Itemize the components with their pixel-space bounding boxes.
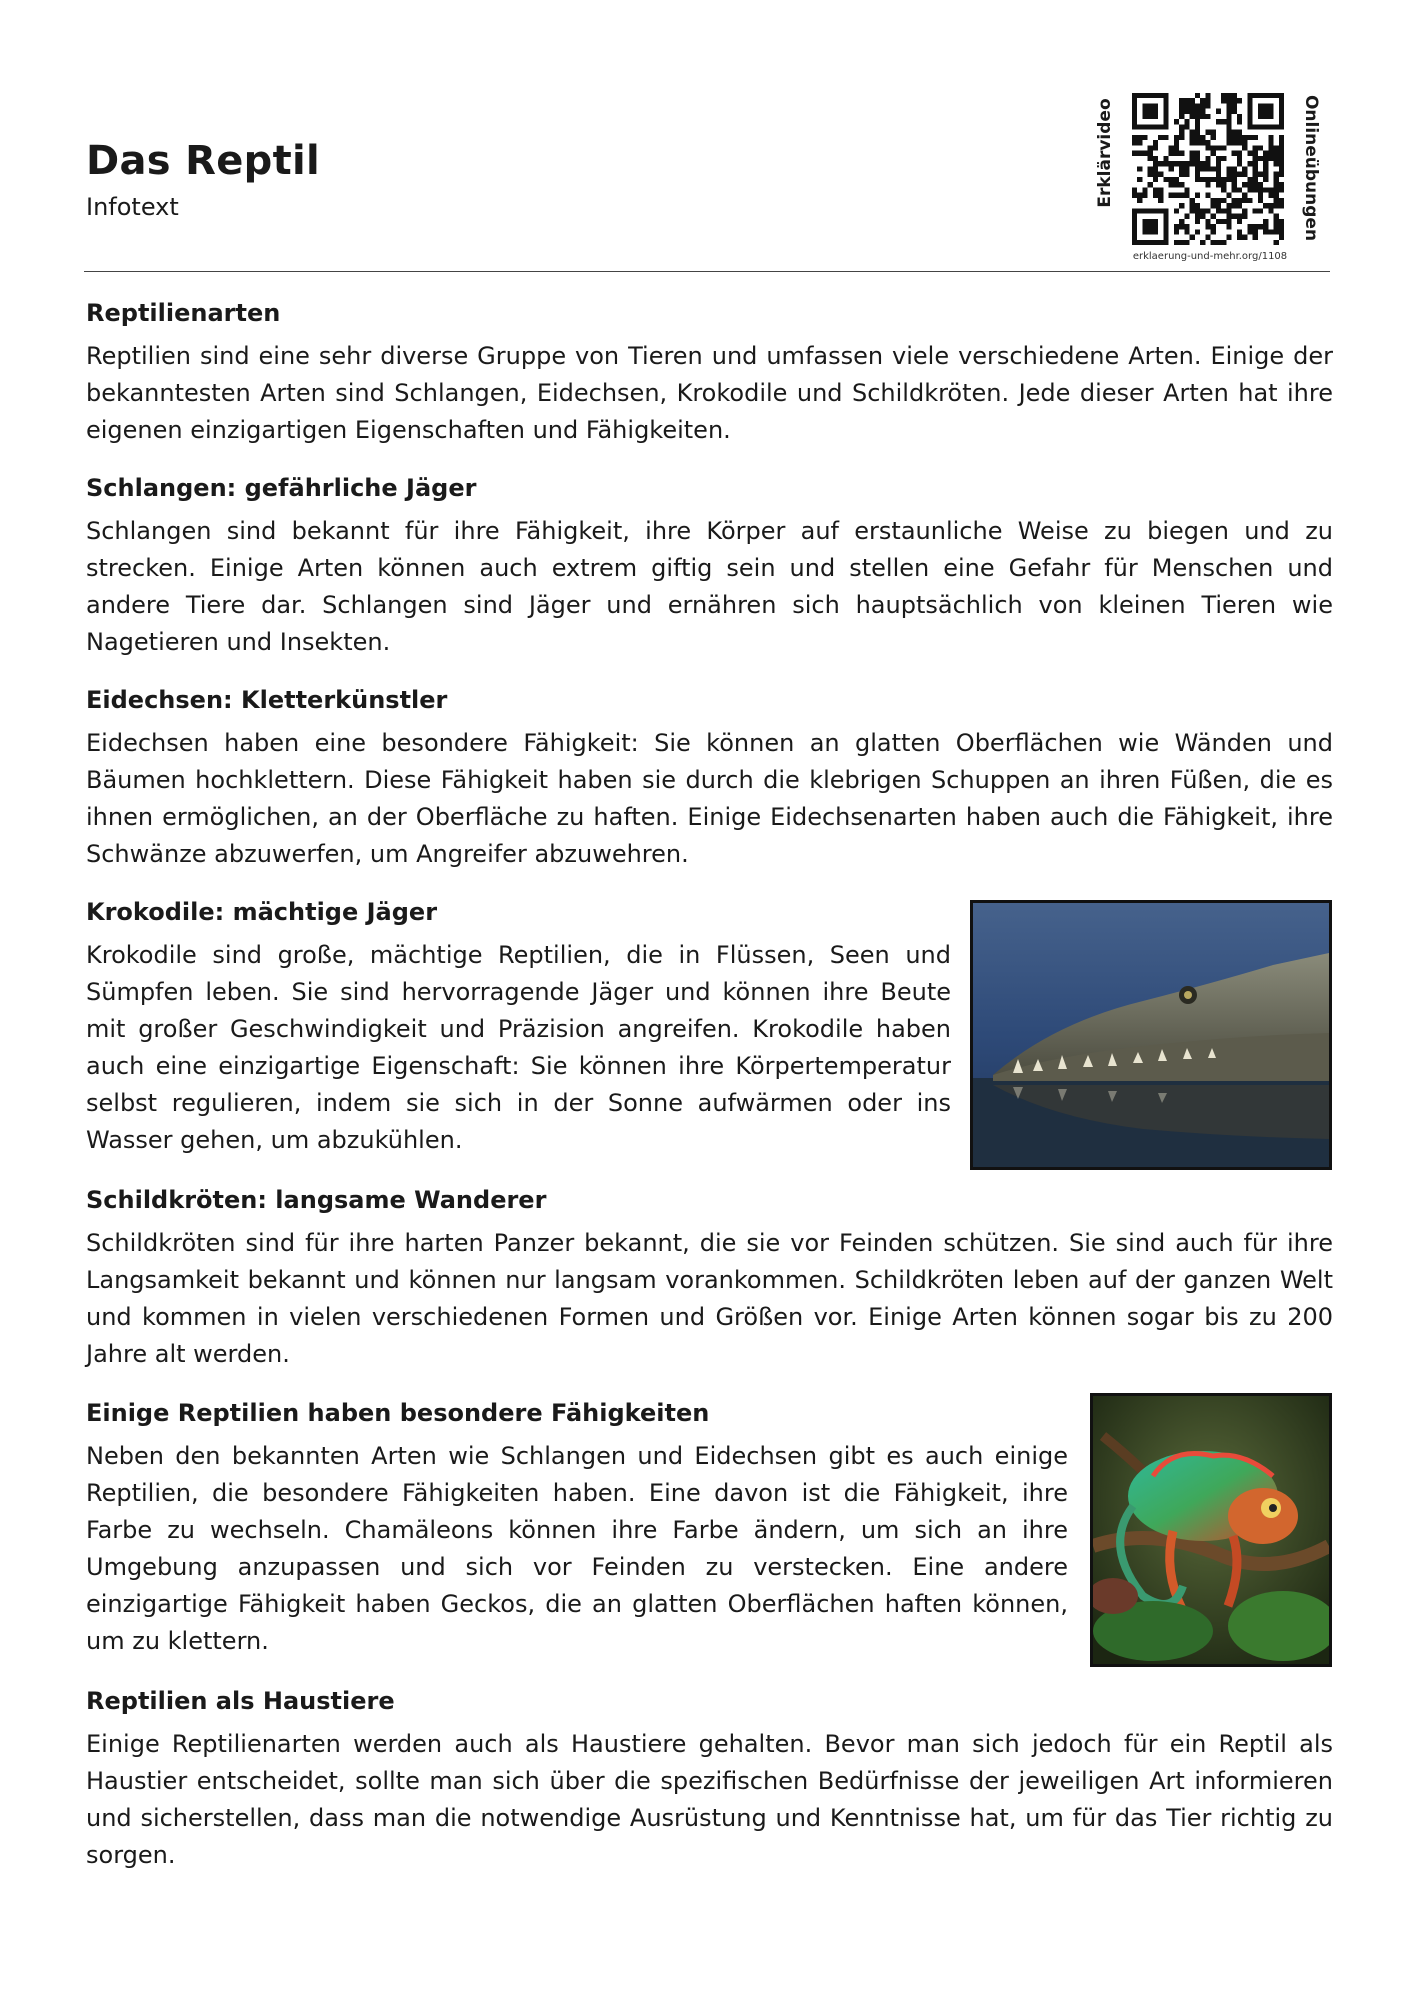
section-besondere-faehigkeiten xyxy=(86,1398,1068,1660)
header-divider xyxy=(84,271,1330,272)
section-schlangen xyxy=(86,473,1333,661)
section-reptilienarten xyxy=(86,298,1333,449)
section-schildkroeten xyxy=(86,1185,1333,1373)
qr-code-block xyxy=(1080,85,1340,275)
section-text: Schildkröten sind für ihre harten Panzer bekannt, die sie vor Feinden schützen. Sie sind auch für ihre Langsamkeit bekannt und können nur langsam vorankommen. Schildkröten leben auf der ganzen Welt und kommen in vielen verschiedenen Formen und Größen vor. Einige Arten können sogar bis zu 200 Jahre alt werden. xyxy=(86,1229,1333,1368)
page-subtitle: Infotext xyxy=(86,193,179,221)
qr-label-video: Erklärvideo xyxy=(1095,98,1115,208)
chameleon-photo xyxy=(1090,1393,1332,1667)
qr-code-icon[interactable] xyxy=(1132,93,1284,245)
section-text: Neben den bekannten Arten wie Schlangen und Eidechsen gibt es auch einige Reptilien, die besondere Fähigkeiten haben. Eine davon ist die Fähigkeit, ihre Farbe zu wechseln. Chamäleons können ihre Farbe ändern, um sich an ihre Umgebung anzupassen und sich vor Feinden zu verstecken. Eine andere einzigartige Fähigkeit haben Geckos, die an glatten Oberflächen haften können, um zu klettern. xyxy=(86,1442,1068,1655)
qr-label-exercises: Onlineübungen xyxy=(1301,94,1321,242)
section-heading: Einige Reptilien haben besondere Fähigkeiten xyxy=(86,1399,710,1427)
qr-url: erklaerung-und-mehr.org/1108 xyxy=(1132,251,1288,262)
section-text: Eidechsen haben eine besondere Fähigkeit: Sie können an glatten Oberflächen wie Wänden und Bäumen hochklettern. Diese Fähigkeit haben sie durch die klebrigen Schuppen an ihren Füßen, die es ihnen ermöglichen, an der Oberfläche zu haften. Einige Eidechsenarten haben auch die Fähigkeit, ihre Schwänze abzuwerfen, um Angreifer abzuwehren. xyxy=(86,729,1333,868)
section-krokodile xyxy=(86,897,951,1159)
section-heading: Schildkröten: langsame Wanderer xyxy=(86,1186,547,1214)
section-heading: Reptilienarten xyxy=(86,299,281,327)
section-text: Einige Reptilienarten werden auch als Haustiere gehalten. Bevor man sich jedoch für ein Reptil als Haustier entscheidet, sollte man sich über die spezifischen Bedürfnisse der jeweiligen Art informieren und sicherstellen, dass man die notwendige Ausrüstung und Kenntnisse hat, um für das Tier richtig zu sorgen. xyxy=(86,1730,1333,1869)
section-text: Schlangen sind bekannt für ihre Fähigkeit, ihre Körper auf erstaunliche Weise zu biegen und zu strecken. Einige Arten können auch extrem giftig sein und stellen eine Gefahr für Menschen und andere Tiere dar. Schlangen sind Jäger und ernähren sich hauptsächlich von kleinen Tieren wie Nagetieren und Insekten. xyxy=(86,517,1333,656)
section-haustiere xyxy=(86,1686,1333,1874)
section-heading: Reptilien als Haustiere xyxy=(86,1687,395,1715)
section-text: Krokodile sind große, mächtige Reptilien, die in Flüssen, Seen und Sümpfen leben. Sie sind hervorragende Jäger und können ihre Beute mit großer Geschwindigkeit und Präzision angreifen. Krokodile haben auch eine einzigartige Eigenschaft: Sie können ihre Körpertemperatur selbst regulieren, indem sie sich in der Sonne aufwärmen oder ins Wasser gehen, um abzukühlen. xyxy=(86,941,951,1154)
crocodile-photo xyxy=(970,900,1332,1170)
section-eidechsen xyxy=(86,685,1333,873)
section-heading: Schlangen: gefährliche Jäger xyxy=(86,474,477,502)
section-text: Reptilien sind eine sehr diverse Gruppe von Tieren und umfassen viele verschiedene Arten. Einige der bekanntesten Arten sind Schlangen, Eidechsen, Krokodile und Schildkröten. Jede dieser Arten hat ihre eigenen einzigartigen Eigenschaften und Fähigkeiten. xyxy=(86,342,1333,444)
page-title: Das Reptil xyxy=(86,138,321,184)
section-heading: Krokodile: mächtige Jäger xyxy=(86,898,438,926)
section-heading: Eidechsen: Kletterkünstler xyxy=(86,686,448,714)
